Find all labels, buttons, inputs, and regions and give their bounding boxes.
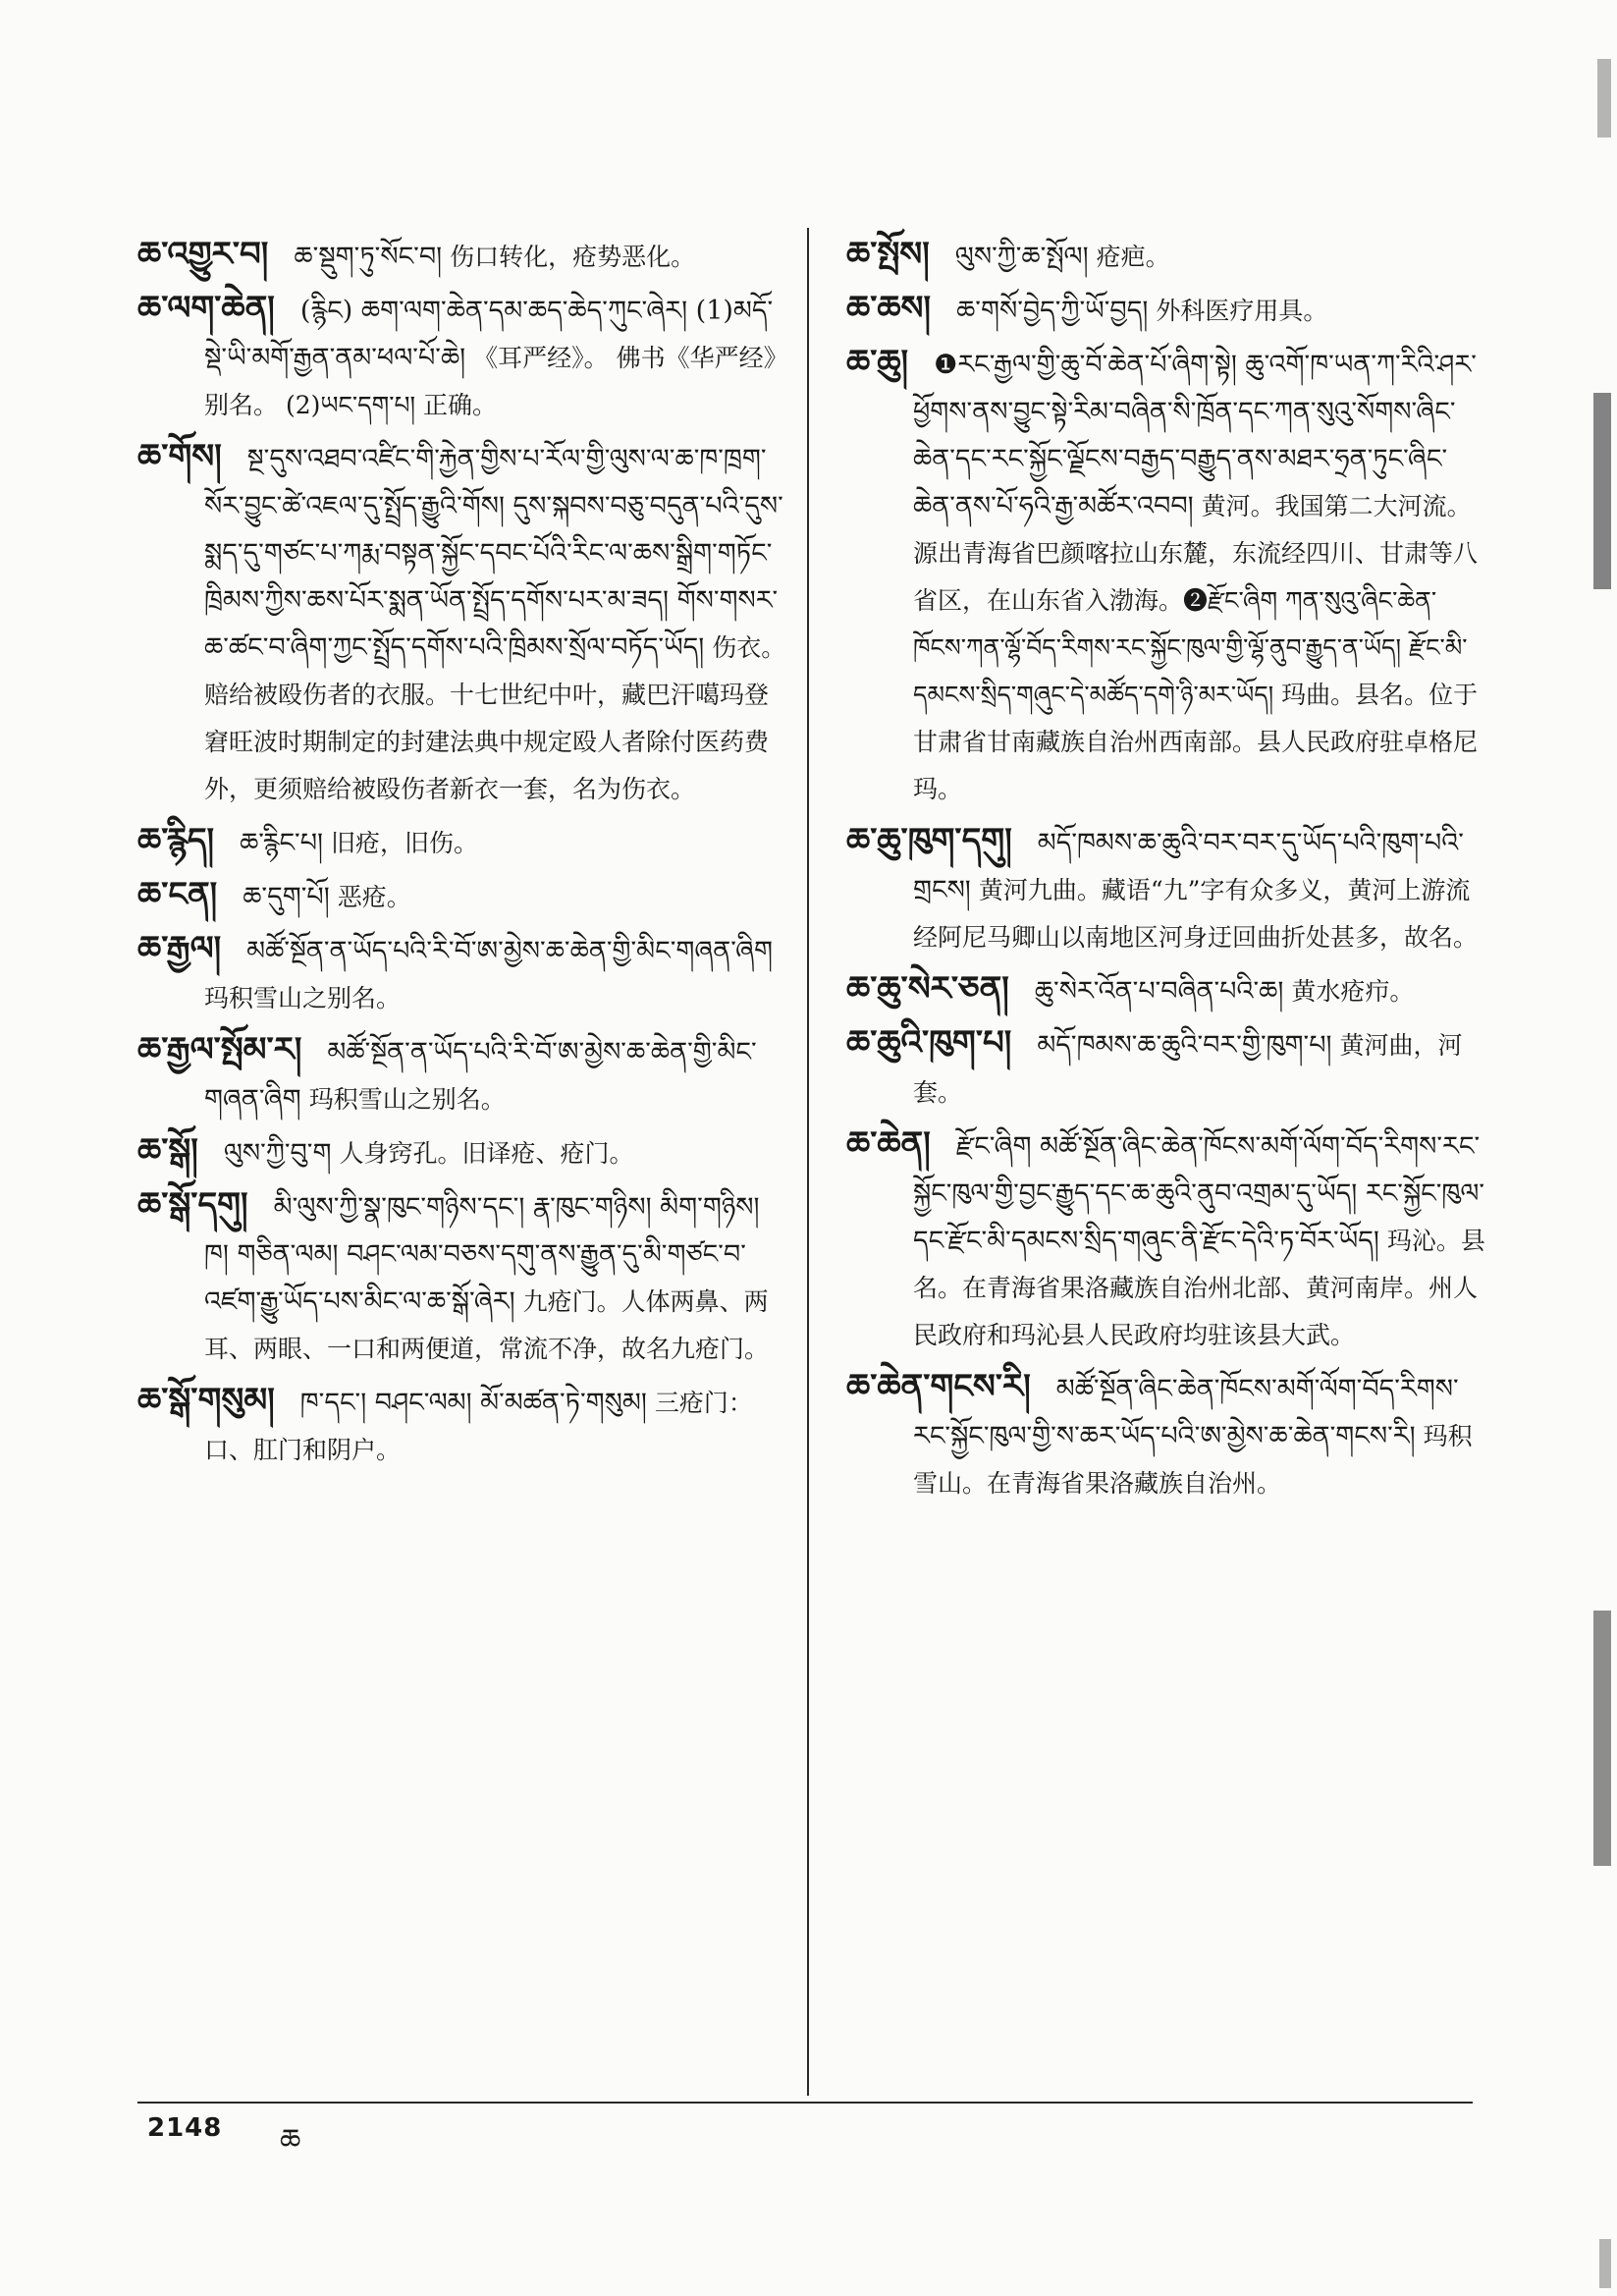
dictionary-entry xyxy=(846,231,1489,281)
entry-tibetan-definition: ཆ་རྙིང་པ། xyxy=(240,828,323,858)
dictionary-entry xyxy=(846,1363,1489,1507)
entry-headword: ཆ་ཆུ་སེར་ཅན། xyxy=(846,969,1009,1009)
scan-edge-mark xyxy=(1599,2239,1611,2288)
entry-headword: ཆ་འགྱུར་བ། xyxy=(137,235,269,274)
entry-chinese-definition: 黄水疮疖。 xyxy=(1291,977,1415,1006)
entry-headword: ཆ་ལག་ཆེན། xyxy=(137,289,275,328)
entry-headword: ཆ་ཆེན་གངས་རི། xyxy=(846,1367,1031,1406)
dictionary-entry xyxy=(137,285,790,429)
dictionary-entry xyxy=(846,339,1489,813)
dictionary-entry xyxy=(846,1121,1489,1359)
dictionary-entry xyxy=(846,285,1489,335)
entry-chinese-definition: 伤衣。赔给被殴伤者的衣服。十七世纪中叶，藏巴汗噶玛登窘旺波时期制定的封建法典中规定殴人者除付医药费外，更须赔给被殴伤者新衣一套，名为伤衣。 xyxy=(204,633,786,803)
entry-chinese-definition: 外科医疗用具。 xyxy=(1156,297,1328,325)
dictionary-entry xyxy=(137,817,790,867)
entry-chinese-definition: 人身窍孔。旧译疮、疮门。 xyxy=(339,1139,634,1168)
page-number: 2148 xyxy=(147,2113,223,2143)
dictionary-entry xyxy=(846,817,1489,961)
scan-edge-mark xyxy=(1593,1611,1611,1866)
entry-tibetan-definition: (རྙིང) ཆག་ལག་ཆེན་དམ་ཆད་ཆེད་ཀུང་ཞེར། (1)མདོ་སྡེ་ཡི་མགོ་རྒྱན་ནམ་ཕལ་པོ་ཆེ། xyxy=(204,296,774,373)
entry-headword: ཆ་ཆུ། xyxy=(846,343,909,382)
dictionary-entry xyxy=(846,1019,1489,1117)
entry-headword: ཆ་རྒྱལ། xyxy=(137,929,222,968)
entry-headword: ཆ་ངན། xyxy=(137,875,218,914)
entry-chinese-definition: 九疮门。人体两鼻、两耳、两眼、一口和两便道，常流不净，故名九疮门。 xyxy=(204,1287,770,1363)
dictionary-entry xyxy=(137,871,790,921)
entry-tibetan-definition: མཚོ་སྔོན་ན་ཡོད་པའི་རི་བོ་ཨ་མྱེས་ཆ་ཆེན་གྱི་མིང་གཞན་ཞིག xyxy=(204,1037,757,1115)
entry-chinese-definition: 疮疤。 xyxy=(1096,243,1170,271)
dictionary-entry xyxy=(137,1026,790,1123)
entry-chinese-definition: 黄河九曲。藏语“九”字有众多义，黄河上游流经阿尼马卿山以南地区河身迂回曲折处甚多，故名。 xyxy=(913,876,1479,952)
dictionary-entry xyxy=(137,231,790,281)
entry-tibetan-definition: མདོ་ཁམས་ཆ་ཆུའི་བར་གྱི་ཁུག་པ། xyxy=(1037,1030,1332,1061)
entry-headword: ཆ་རྙིད། xyxy=(137,821,215,860)
footer-rule xyxy=(137,2102,1473,2104)
left-column xyxy=(137,231,790,1478)
entry-chinese-definition: 恶疮。 xyxy=(337,883,411,911)
entry-tibetan-definition: མདོ་ཁམས་ཆ་ཆུའི་བར་བར་དུ་ཡོད་པའི་ཁུག་པའི་གྲངས། xyxy=(913,828,1464,905)
entry-headword: ཆ་སྤོས། xyxy=(846,235,930,274)
entry-chinese-definition: 黄河曲，河套。 xyxy=(913,1031,1463,1107)
entry-tibetan-definition: ཆ་གསོ་བྱེད་ཀྱི་ཡོ་བྱད། xyxy=(956,296,1149,326)
entry-tibetan-definition: མཚོ་སྔོན་ན་ཡོད་པའི་རི་བོ་ཨ་མྱེས་ཆ་ཆེན་གྱི་མིང་གཞན་ཞིག xyxy=(246,936,774,966)
entry-chinese-definition: 《耳严经》。 佛书《华严经》别名。 (2)ཡང་དག་པ། 正确。 xyxy=(204,344,788,419)
dictionary-entry xyxy=(846,965,1489,1015)
page-letter: ཆ xyxy=(280,2123,301,2158)
entry-headword: ཆ་སྒོ། xyxy=(137,1131,198,1171)
entry-chinese-definition: 玛积雪山。在青海省果洛藏族自治州。 xyxy=(913,1422,1473,1498)
entry-chinese-definition: 玛积雪山之别名。 xyxy=(204,984,402,1012)
entry-tibetan-definition: ལུས་ཀྱི་ཆ་སྤོལ། xyxy=(954,242,1089,272)
entry-chinese-definition: 伤口转化，疮势恶化。 xyxy=(450,243,696,271)
dictionary-entry xyxy=(137,1377,790,1474)
dictionary-entry xyxy=(137,1127,790,1177)
entry-tibetan-definition: མཚོ་སྔོན་ཞིང་ཆེན་ཁོངས་མགོ་ལོག་བོད་རིགས་རང་སྐྱོང་ཁུལ་གྱི་ས་ཆར་ཡོད་པའི་ཨ་མྱེས་ཆ་ཆེན་གངས་རི། xyxy=(913,1374,1459,1451)
entry-headword: ཆ་ཆས། xyxy=(846,289,932,328)
dictionary-entry xyxy=(137,925,790,1022)
entry-headword: ཆ་ཆེན། xyxy=(846,1124,931,1164)
entry-tibetan-definition: ལུས་ཀྱི་བུ་ག xyxy=(223,1138,332,1169)
right-column xyxy=(846,231,1489,1511)
entry-headword: ཆ་རྒྱལ་སྤོམ་ར། xyxy=(137,1030,302,1069)
entry-headword: ཆ་སྒོ་དགུ། xyxy=(137,1185,248,1225)
entry-tibetan-definition: ཆ་དུག་པོ། xyxy=(243,882,330,912)
entry-tibetan-definition: ཁ་དང་། བཤང་ལམ། མོ་མཚན་ཏེ་གསུམ། xyxy=(299,1388,647,1418)
entry-tibetan-definition: ཆུ་སེར་འོན་པ་བཞིན་པའི་ཆ། xyxy=(1034,976,1284,1007)
entry-headword: ཆ་ཆུའི་ཁུག་པ། xyxy=(846,1023,1012,1063)
entry-headword: ཆ་ཆུ་ཁུག་དགུ། xyxy=(846,821,1012,860)
entry-chinese-definition: 玛沁。县名。在青海省果洛藏族自治州北部、黄河南岸。州人民政府和玛沁县人民政府均驻该县大武。 xyxy=(913,1227,1485,1349)
entry-headword: ཆ་གོས། xyxy=(137,437,222,476)
entry-headword: ཆ་སྒོ་གསུམ། xyxy=(137,1381,275,1420)
column-divider xyxy=(807,228,809,2096)
entry-chinese-definition: 旧疮，旧伤。 xyxy=(331,829,479,857)
entry-tibetan-definition: ཆ་སྡུག་ཏུ་སོང་བ། xyxy=(294,242,443,272)
entry-tibetan-definition: མི་ལུས་ཀྱི་སྣ་ཁུང་གཉིས་དང་། རྣ་ཁུང་གཉིས། མིག་གཉིས། ཁ། གཅིན་ལམ། བཤང་ལམ་བཅས་དགུ་ནས་རྒྱུན་དུ་མི་གཙང་བ་འཛག་རྒྱུ་ཡོད་པས་མིང་ལ་ཆ་སྒོ་ཞེར། xyxy=(204,1192,760,1317)
entry-tibetan-definition: ❶རང་རྒྱལ་གྱི་ཆུ་བོ་ཆེན་པོ་ཞིག་སྟེ། ཆུ་འགོ་ཁ་ཡན་ཀ་རིའི་ཤར་ཕྱོགས་ནས་བྱུང་སྟེ་རིམ་བཞིན་སི་ཁྲོན་དང་ཀན་སུའུ་སོགས་ཞིང་ཆེན་དང་རང་སྐྱོང་ལྗོངས་བརྒྱད་བརྒྱུད་ནས་མཐར་ཧྲན་ཏུང་ཞིང་ཆེན་ནས་པོ་ཧའི་རྒྱ་མཚོར་འབབ། xyxy=(913,350,1477,521)
entry-chinese-definition: 黄河。我国第二大河流。源出青海省巴颜喀拉山东麓，东流经四川、甘肃等八省区，在山东省入渤海。❷རྫོང་ཞིག ཀན་སུའུ་ཞིང་ཆེན་ཁོངས་ཀན་ལྷོ་བོད་རིགས་རང་སྐྱོང་ཁུལ་གྱི་ལྷོ་ནུབ་རྒྱུད་ན་ཡོད། རྫོང་མི་དམངས་སྲིད་གཞུང་དེ་མཚོད་དགེ་ཉི་མར་ཡོད། 玛曲。县名。位于甘肃省甘南藏族自治州西南部。县人民政府驻卓格尼玛。 xyxy=(913,492,1479,803)
dictionary-entry xyxy=(137,1181,790,1373)
scan-edge-mark xyxy=(1597,59,1611,137)
entry-tibetan-definition: རྫོང་ཞིག མཚོ་སྔོན་ཞིང་ཆེན་ཁོངས་མགོ་ལོག་བོད་རིགས་རང་སྐྱོང་ཁུལ་གྱི་བྱང་རྒྱུད་དང་ཆ་ཆུའི་ནུབ་འགྲམ་དུ་ཡོད། རང་སྐྱོང་ཁུལ་དང་རྫོང་མི་དམངས་སྲིད་གཞུང་ནི་རྫོང་དེའི་ཏ་བོར་ཡོད། xyxy=(913,1131,1485,1256)
entry-chinese-definition: 玛积雪山之别名。 xyxy=(308,1085,506,1114)
dictionary-entry xyxy=(137,433,790,813)
scan-edge-mark xyxy=(1593,393,1611,589)
entry-tibetan-definition: སྔ་དུས་འཐབ་འཛིང་གི་རྐྱེན་གྱིས་པ་རོལ་གྱི་ལུས་ལ་ཆ་ཁ་ཁྲག་སོར་བྱུང་ཚེ་འཇལ་དུ་སྤྲོད་རྒྱུའི་གོས། དུས་སྐབས་བཅུ་བདུན་པའི་དུས་སྨད་དུ་གཙང་པ་ཀརྨ་བསྟན་སྐྱོང་དབང་པོའི་རིང་ལ་ཆས་སྒྲིག་གཏོང་ཁྲིམས་ཀྱིས་ཆས་པོར་སྨན་ཡོན་སྤྲོད་དགོས་པར་མ་ཟད། གོས་གསར་ཆ་ཚང་བ་ཞིག་ཀྱང་སྤྲོད་དགོས་པའི་ཁྲིམས་སྲོལ་བཏོད་ཡོད། xyxy=(204,444,783,663)
entry-chinese-definition: 三疮门：口、肛门和阴户。 xyxy=(204,1389,753,1464)
